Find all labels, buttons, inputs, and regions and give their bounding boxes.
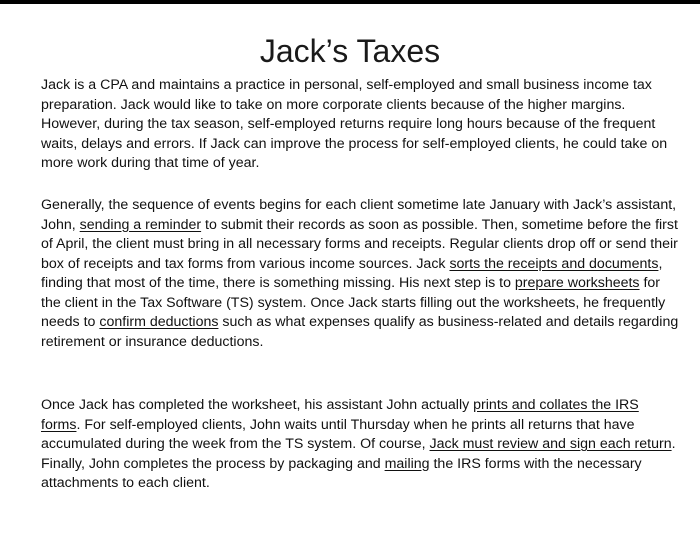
underlined-step-review-sign: Jack must review and sign each return bbox=[429, 436, 672, 452]
underlined-step-print-collate: prints and collates the IRS forms bbox=[41, 397, 639, 433]
paragraph-intro: Jack is a CPA and maintains a practice in personal, self-employed and small business income tax preparation. Jack would like to take on more corporate clients because of the higher margins. However, during the tax season, self-employed returns require long hours because of the frequent waits, delays and errors. If Jack can improve the process for self-employed clients, he could take on more work during that time of year. bbox=[41, 77, 668, 171]
document-title: Jack’s Taxes bbox=[259, 33, 441, 69]
text-segment: for the client in the Tax Software (TS) system. Once Jack starts filling out the worksheets, he frequently needs to bbox=[41, 275, 666, 330]
text-segment: . For self-employed clients, John waits until Thursday when he prints all returns that have accumulated during the week from the TS system. Of course, bbox=[41, 416, 635, 452]
paragraph-sequence bbox=[41, 196, 681, 352]
text-segment: the IRS forms with the necessary attachments to each client. bbox=[41, 455, 642, 491]
underlined-step-mailing: mailing bbox=[384, 455, 430, 472]
underlined-step-confirm-deductions: confirm deductions bbox=[99, 314, 219, 330]
text-segment: Generally, the sequence of events begins for each client sometime late January with Jack’s assistant, John, bbox=[41, 197, 677, 233]
underlined-step-prepare-worksheets: prepare worksheets bbox=[514, 275, 640, 291]
text-segment: , finding that most of the time, there is something missing. His next step is to bbox=[41, 255, 663, 291]
text-segment: Once Jack has completed the worksheet, his assistant John actually bbox=[41, 397, 474, 413]
text-segment: to submit their records as soon as possible. Then, sometime before the first of April, the client must bring in all necessary forms and receipts. Regular clients drop off or send their box of receipts and tax forms from various income sources. Jack bbox=[41, 216, 678, 272]
text-segment: . Finally, John completes the process by packaging and bbox=[41, 436, 676, 472]
text-segment: such as what expenses qualify as business-related and details regarding retirement or insurance deductions. bbox=[41, 314, 679, 350]
underlined-step-sending-reminder: sending a reminder bbox=[79, 216, 202, 233]
paragraph-completion bbox=[41, 396, 681, 494]
top-border bbox=[0, 0, 700, 4]
underlined-step-sort-receipts: sorts the receipts and documents bbox=[449, 255, 659, 272]
